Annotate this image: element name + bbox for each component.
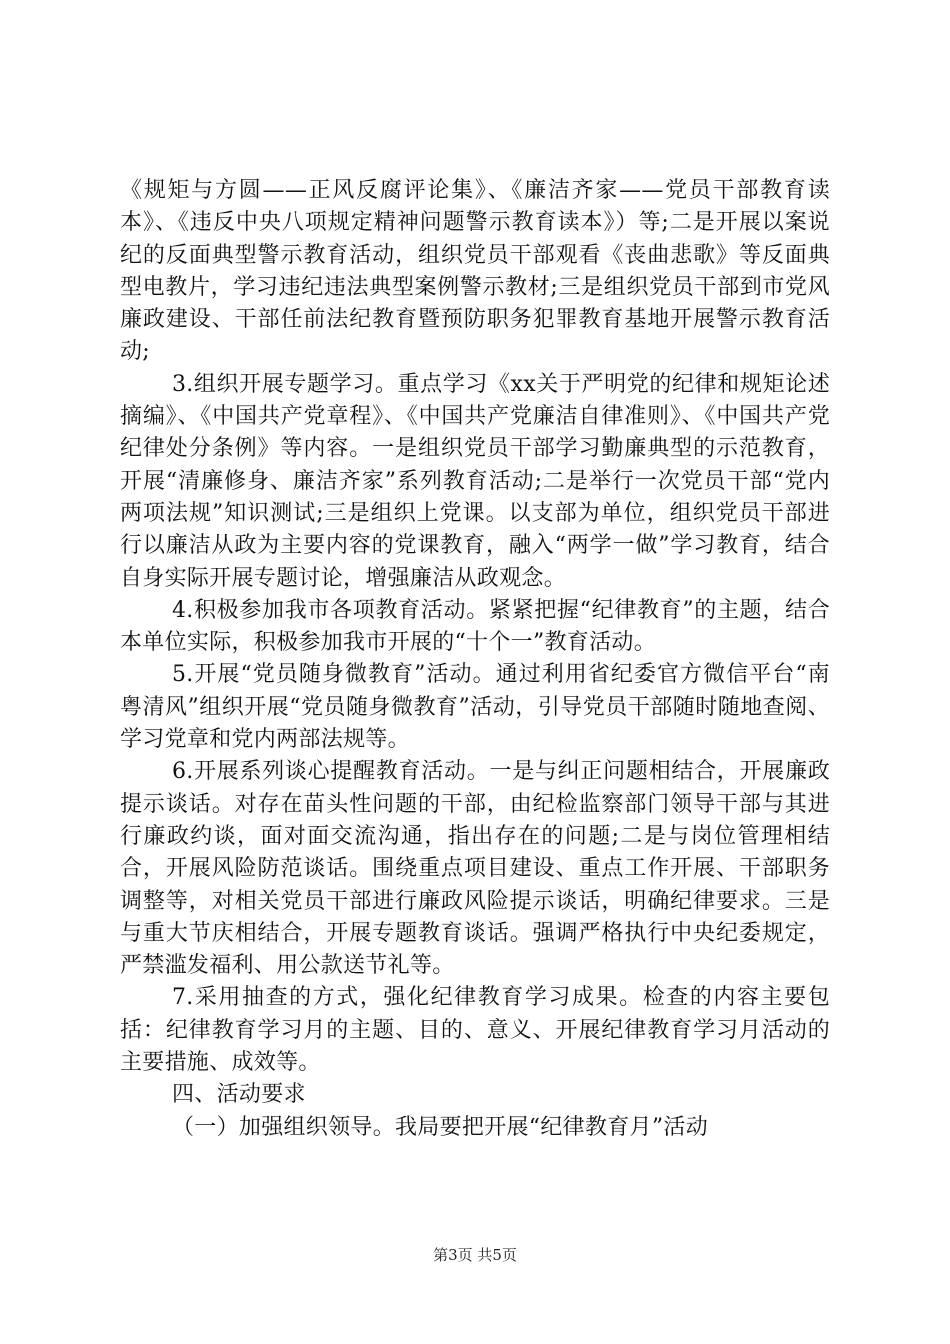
paragraph-item-4: 4.积极参加我市各项教育活动。紧紧把握“纪律教育”的主题，结合本单位实际，积极参加我市开展的“十个一”教育活动。: [120, 597, 830, 656]
paragraph-item-7: 7.采用抽查的方式，强化纪律教育学习成果。检查的内容主要包括：纪律教育学习月的主题、目的、意义、开展纪律教育学习月活动的主要措施、成效等。: [120, 985, 830, 1076]
paragraph-item-5: 5.开展“党员随身微教育”活动。通过利用省纪委官方微信平台“南粤清风”组织开展“党员随身微教育”活动，引导党员干部随时随地查阅、学习党章和党内两部法规等。: [120, 662, 830, 753]
paragraph-item-6: 6.开展系列谈心提醒教育活动。一是与纠正问题相结合，开展廉政提示谈话。对存在苗头性问题的干部，由纪检监察部门领导干部与其进行廉政约谈，面对面交流沟通，指出存在的问题;二是与岗位管理相结合，开展风险防范谈话。围绕重点项目建设、重点工作开展、干部职务调整等，对相关党员干部进行廉政风险提示谈话，明确纪律要求。三是与重大节庆相结合，开展专题教育谈话。强调严格执行中央纪委规定，严禁滥发福利、用公款送节礼等。: [120, 759, 830, 979]
paragraph-item-3: 3.组织开展专题学习。重点学习《xx关于严明党的纪律和规矩论述摘编》、《中国共产党章程》、《中国共产党廉洁自律准则》、《中国共产党纪律处分条例》等内容。一是组织党员干部学习勤廉典型的示范教育，开展“清廉修身、廉洁齐家”系列教育活动;二是举行一次党员干部“党内两项法规”知识测试;三是组织上党课。以支部为单位，组织党员干部进行以廉洁从政为主要内容的党课教育，融入“两学一做”学习教育，结合自身实际开展专题讨论，增强廉洁从政观念。: [120, 371, 830, 591]
section-heading: 四、活动要求: [172, 1082, 306, 1108]
paragraph-continuation: 《规矩与方圆——正风反腐评论集》、《廉洁齐家——党员干部教育读本》、《违反中央八项规定精神问题警示教育读本》）等;二是开展以案说纪的反面典型警示教育活动，组织党员干部观看《丧曲悲歌》等反面典型电教片，学习违纪违法典型案例警示教材;三是组织党员干部到市党风廉政建设、干部任前法纪教育暨预防职务犯罪教育基地开展警示教育活动;: [120, 178, 830, 365]
paragraph-subsection-1: （一）加强组织领导。我局要把开展“纪律教育月”活动: [172, 1114, 708, 1140]
document-body: [120, 175, 830, 1144]
page-number-footer: 第3页 共5页: [433, 1246, 517, 1264]
